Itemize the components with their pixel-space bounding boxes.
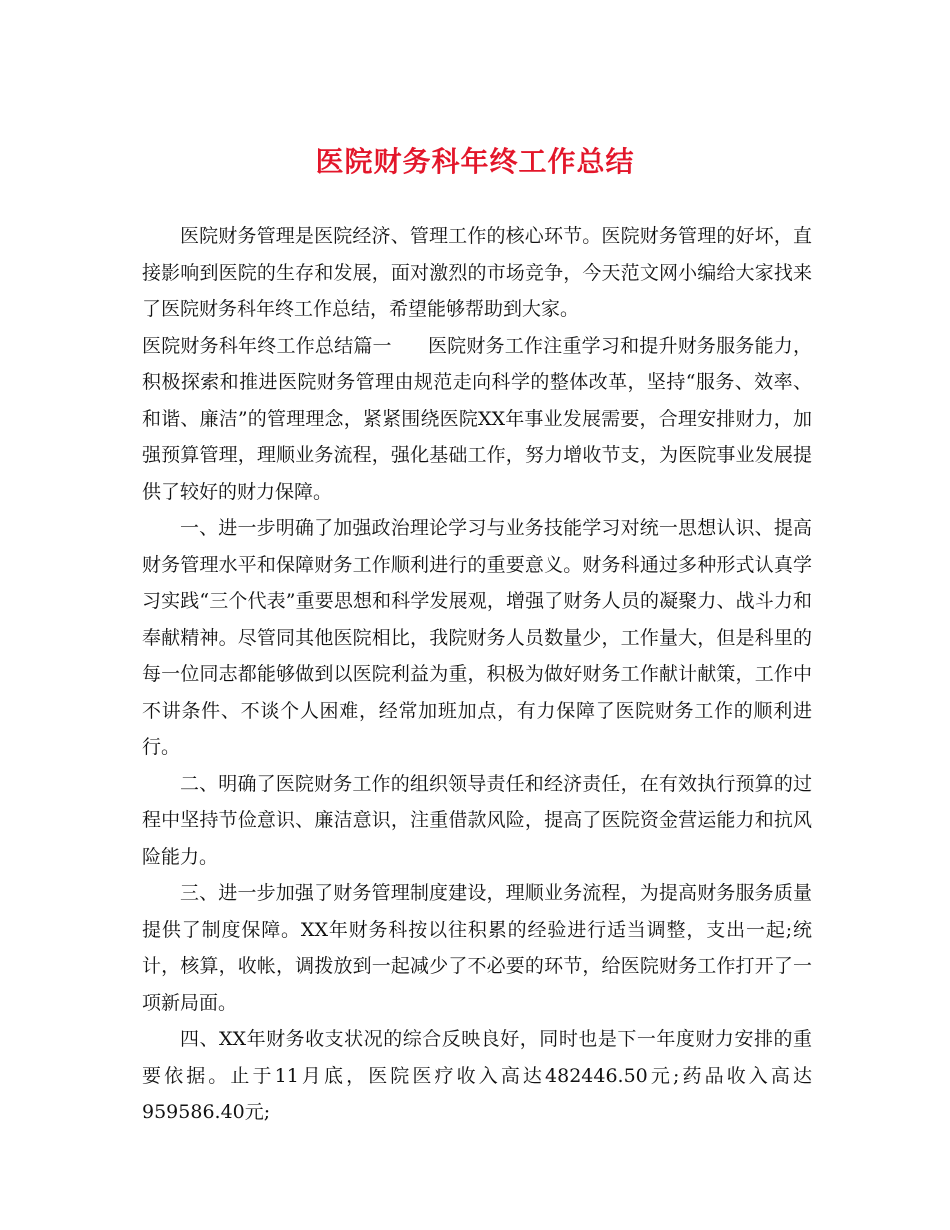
document-title: 医院财务科年终工作总结 (315, 145, 635, 178)
paragraph-1: 一、进一步明确了加强政治理论学习与业务技能学习对统一思想认识、提高财务管理水平和保障财务工作顺利进行的重要意义。财务科通过多种形式认真学习实践“三个代表”重要思想和科学发展观，增强了财务人员的凝聚力、战斗力和奉献精神。尽管同其他医院相比，我院财务人员数量少，工作量大，但是科里的每一位同志都能够做到以医院利益为重，积极为做好财务工作献计献策，工作中不讲条件、不谈个人困难，经常加班加点，有力保障了医院财务工作的顺利进行。 (142, 517, 812, 758)
section-block (142, 328, 812, 511)
document-body (142, 218, 812, 1131)
paragraph-2: 二、明确了医院财务工作的组织领导责任和经济责任，在有效执行预算的过程中坚持节俭意识、廉洁意识，注重借款风险，提高了医院资金营运能力和抗风险能力。 (142, 772, 812, 868)
paragraph-3: 三、进一步加强了财务管理制度建设，理顺业务流程，为提高财务服务质量提供了制度保障。XX年财务科按以往积累的经验进行适当调整，支出一起;统计，核算，收帐，调拨放到一起减少了不必要的环节，给医院财务工作打开了一项新局面。 (142, 882, 812, 1014)
intro-paragraph: 医院财务管理是医院经济、管理工作的核心环节。医院财务管理的好坏，直接影响到医院的生存和发展，面对激烈的市场竞争，今天范文网小编给大家找来了医院财务科年终工作总结，希望能够帮助到大家。 (142, 225, 812, 320)
paragraph-4: 四、XX年财务收支状况的综合反映良好，同时也是下一年度财力安排的重要依据。止于11月底，医院医疗收入高达482446.50元;药品收入高达959586.40元; (142, 1028, 812, 1123)
section-heading: 医院财务科年终工作总结篇一 (142, 334, 392, 357)
section-lead-paragraph: 医院财务工作注重学习和提升财务服务能力，积极探索和推进医院财务管理由规范走向科学的整体改革，坚持“服务、效率、和谐、廉洁”的管理理念，紧紧围绕医院XX年事业发展需要，合理安排财力，加强预算管理，理顺业务流程，强化基础工作，努力增收节支，为医院事业发展提供了较好的财力保障。 (142, 334, 812, 503)
